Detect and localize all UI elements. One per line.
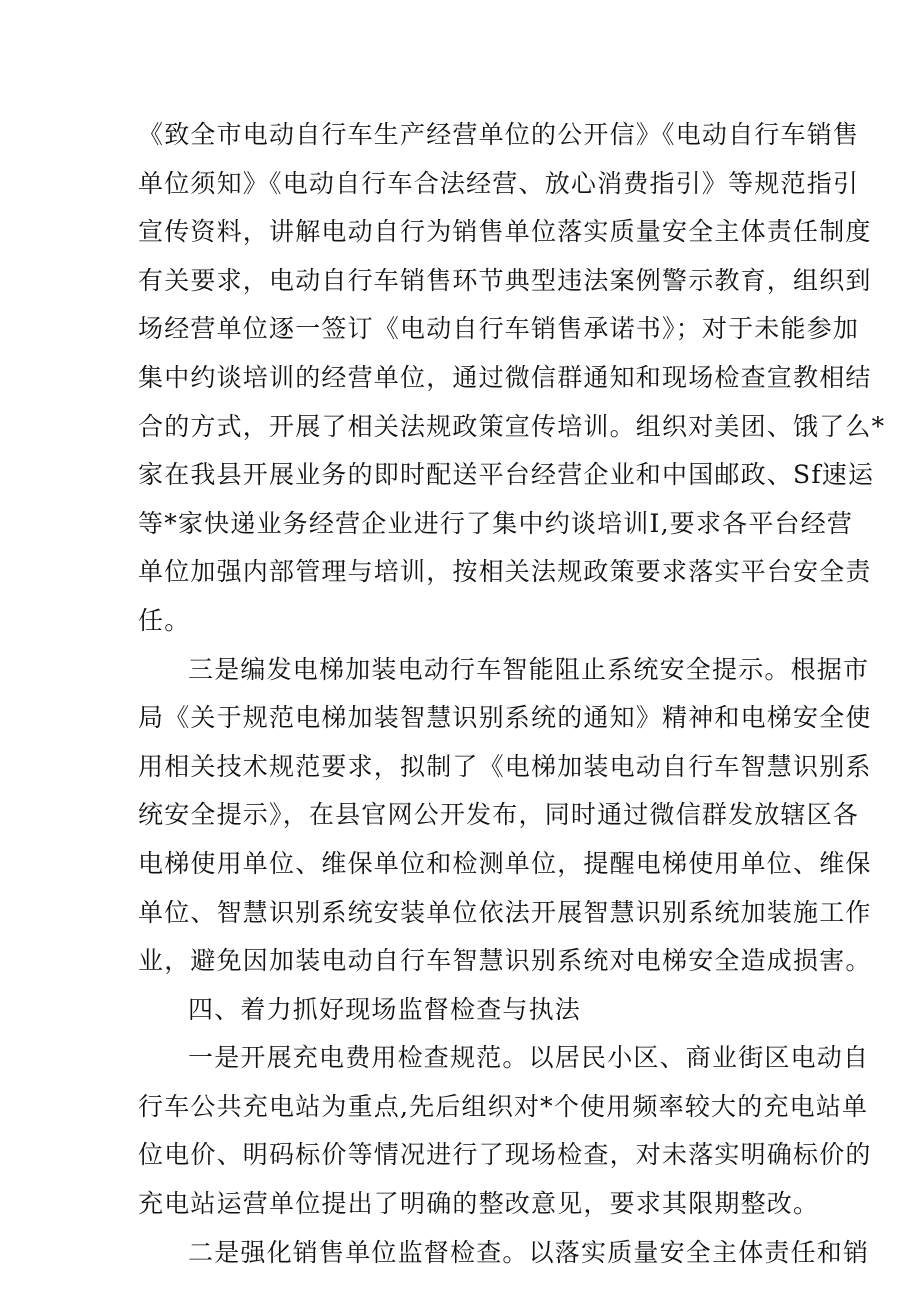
text-line: 集中约谈培训的经营单位，通过微信群通知和现场检查宣教相结 [138, 362, 872, 392]
text-line: 充电站运营单位提出了明确的整改意见，要求其限期整改。 [138, 1189, 820, 1219]
text-line: 宣传资料，讲解电动自行为销售单位落实质量安全主体责任制度 [138, 217, 872, 247]
text-line: 单位加强内部管理与培训，按相关法规政策要求落实平台安全责 [138, 557, 872, 587]
text-line: 任。 [138, 605, 191, 635]
section-heading: 四、着力抓好现场监督检查与执法 [188, 994, 582, 1024]
text-line: 业，避免因加装电动自行车智慧识别系统对电梯安全造成损害。 [138, 946, 872, 976]
paragraph-start-line: 三是编发电梯加装电动行车智能阻止系统安全提示。根据市 [188, 654, 870, 684]
text-line: 位电价、明码标价等情况进行了现场检查，对未落实明确标价的 [138, 1140, 872, 1170]
text-line: 合的方式，开展了相关法规政策宣传培训。组织对美团、饿了么* [138, 411, 886, 441]
text-line: 电梯使用单位、维保单位和检测单位，提醒电梯使用单位、维保 [138, 848, 872, 878]
text-line: 等*家快递业务经营企业进行了集中约谈培训I,要求各平台经营 [138, 508, 854, 538]
text-line: 局《关于规范电梯加装智慧识别系统的通知》精神和电梯安全使 [138, 703, 872, 733]
text-line: 行车公共充电站为重点,先后组织对*个使用频率较大的充电站单 [138, 1091, 869, 1121]
paragraph-start-line: 一是开展充电费用检查规范。以居民小区、商业街区电动自 [188, 1043, 870, 1073]
text-line: 统安全提示》，在县官网公开发布，同时通过微信群发放辖区各 [138, 800, 860, 830]
text-line: 有关要求，电动自行车销售环节典型违法案例警示教育，组织到 [138, 265, 872, 295]
text-line: 单位须知》《电动自行车合法经营、放心消费指引》等规范指引 [138, 168, 860, 198]
text-line: 《致全市电动自行车生产经营单位的公开信》《电动自行车销售 [138, 120, 860, 149]
text-line: 家在我县开展业务的即时配送平台经营企业和中国邮政、Sf速运 [138, 460, 875, 490]
paragraph-start-line: 二是强化销售单位监督检查。以落实质量安全主体责任和销 [188, 1237, 870, 1267]
text-line: 场经营单位逐一签订《电动自行车销售承诺书》；对于未能参加 [138, 314, 860, 344]
text-line: 用相关技术规范要求，拟制了《电梯加装电动自行车智慧识别系 [138, 751, 872, 781]
document-body [138, 111, 886, 1277]
text-line: 单位、智慧识别系统安装单位依法开展智慧识别系统加装施工作 [138, 897, 872, 927]
